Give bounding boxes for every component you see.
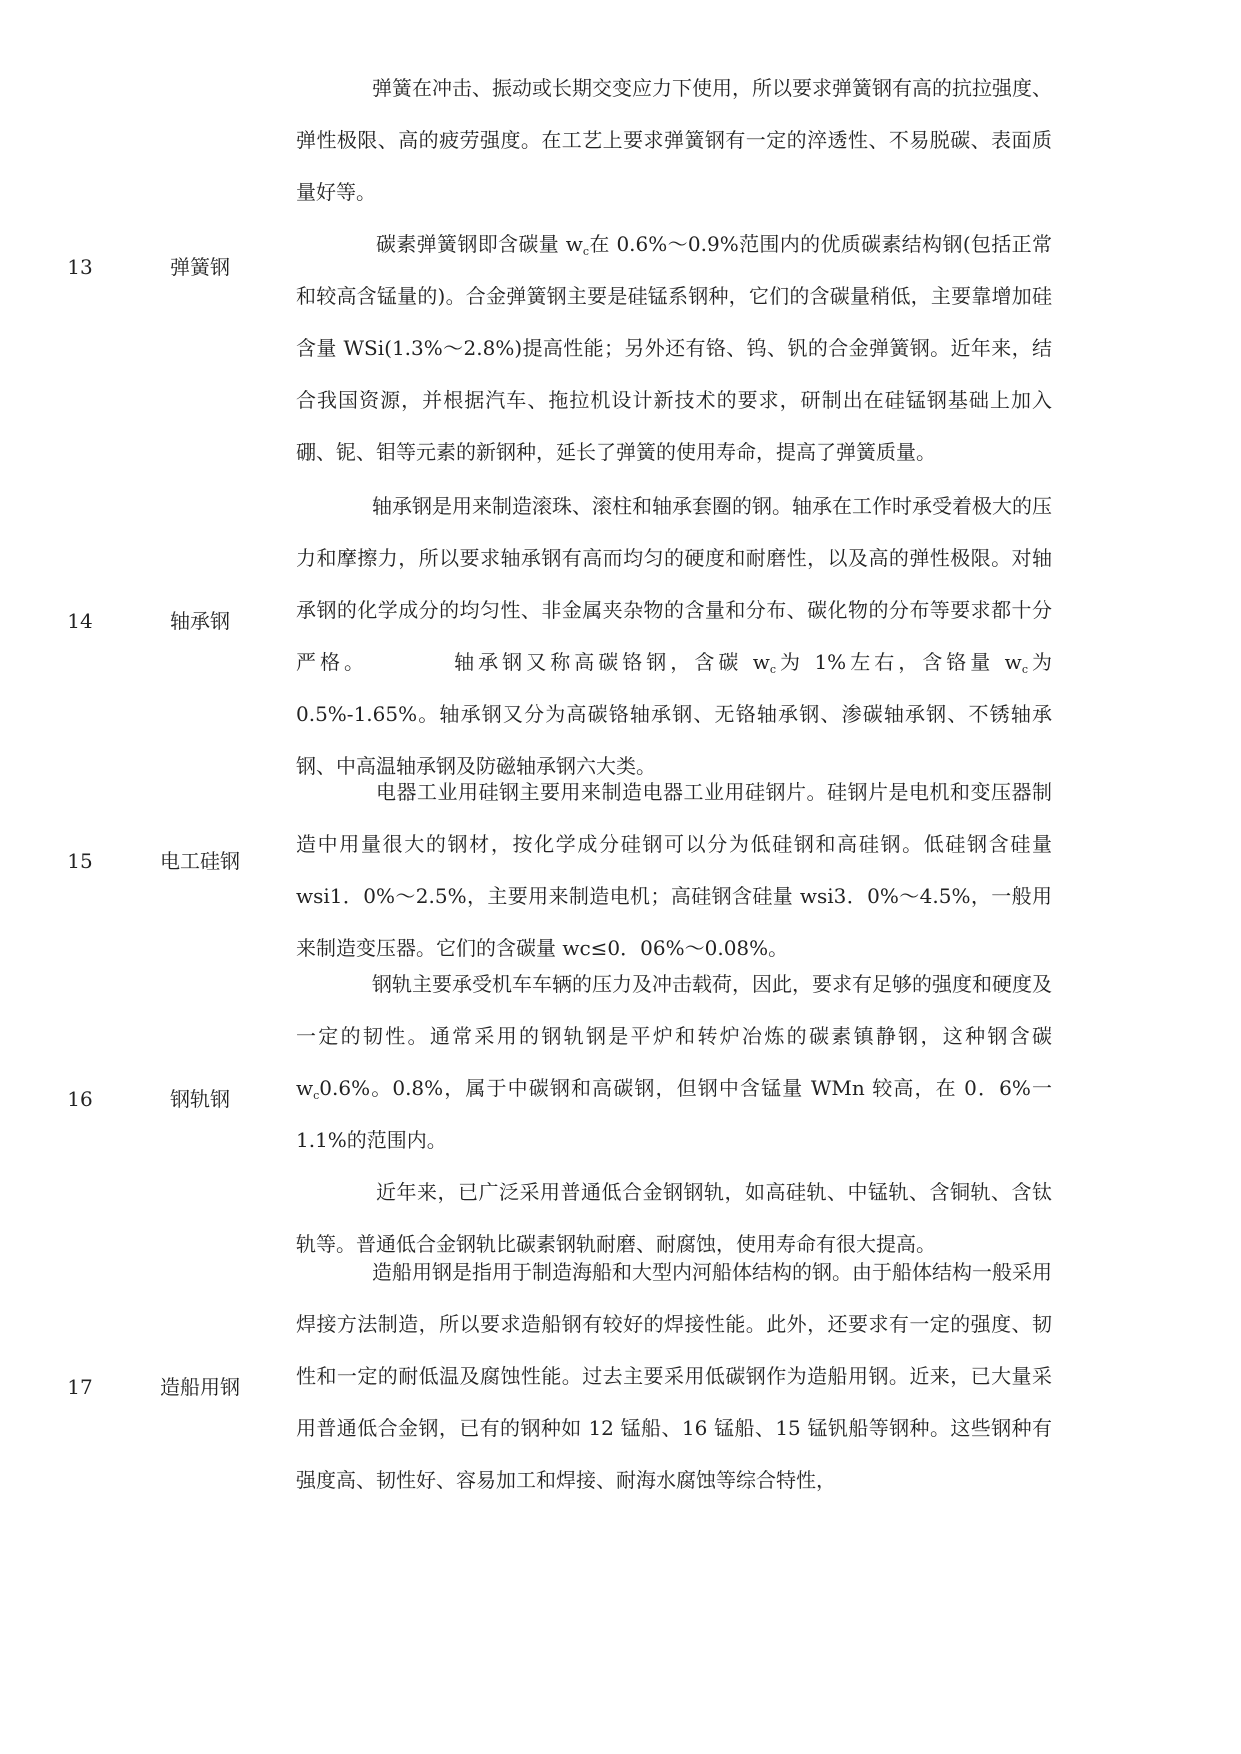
row-number: 14 xyxy=(67,609,93,633)
text-run: 碳素弹簧钢即含碳量 w xyxy=(376,232,583,256)
row-number: 17 xyxy=(67,1375,93,1399)
row-number: 15 xyxy=(67,849,93,873)
row-description xyxy=(296,62,1052,478)
row-description xyxy=(296,958,1052,1270)
row-description xyxy=(296,766,1052,974)
paragraph: 近年来，已广泛采用普通低合金钢钢轨，如高硅轨、中锰轨、含铜轨、含钛轨等。普通低合金钢轨比碳素钢轨耐磨、耐腐蚀，使用寿命有很大提高。 xyxy=(296,1180,1052,1256)
steel-type-name: 造船用钢 xyxy=(160,1375,240,1399)
text-run: 在 0.6%～0.9%范围内的优质碳素结构钢(包括正常和较高含锰量的)。合金弹簧钢主要是硅锰系钢种，它们的含碳量稍低，主要靠增加硅含量 WSi(1.3%～2.8%)提高性能；另外还有铬、钨、钒的合金弹簧钢。近年来，结合我国资源，并根据汽车、拖拉机设计新技术的要求，研制出在硅锰钢基础上加入硼、铌、钼等元素的新钢种，延长了弹簧的使用寿命，提高了弹簧质量。 xyxy=(296,232,1052,464)
steel-type-name: 弹簧钢 xyxy=(170,255,230,279)
text-run: 0.6%。0.8%，属于中碳钢和高碳钢，但钢中含锰量 WMn 较高，在 0．6%一 1.1%的范围内。 xyxy=(296,1076,1052,1152)
steel-type-name: 钢轨钢 xyxy=(170,1087,230,1111)
subscript: c xyxy=(313,1089,320,1102)
paragraph xyxy=(296,480,1052,792)
paragraph: 电器工业用硅钢主要用来制造电器工业用硅钢片。硅钢片是电机和变压器制造中用量很大的钢材，按化学成分硅钢可以分为低硅钢和高硅钢。低硅钢含硅量 wsi1．0%～2.5%，主要用来制造电机；高硅钢含硅量 wsi3．0%～4.5%，一般用来制造变压器。它们的含碳量 wc≤0．06%～0.08%。 xyxy=(296,780,1052,960)
text-run: 为 1%左右，含铬量 w xyxy=(776,650,1022,674)
row-number: 16 xyxy=(67,1087,93,1111)
subscript: c xyxy=(582,245,590,258)
row-number: 13 xyxy=(67,255,93,279)
paragraph: 造船用钢是指用于制造海船和大型内河船体结构的钢。由于船体结构一般采用焊接方法制造，所以要求造船钢有较好的焊接性能。此外，还要求有一定的强度、韧性和一定的耐低温及腐蚀性能。过去主要采用低碳钢作为造船用钢。近来，已大量采用普通低合金钢，已有的钢种如 12 锰船、16 锰船、15 锰钒船等钢种。这些钢种有强度高、韧性好、容易加工和焊接、耐海水腐蚀等综合特性， xyxy=(296,1260,1052,1492)
steel-type-name: 电工硅钢 xyxy=(160,849,240,873)
paragraph: 弹簧在冲击、振动或长期交变应力下使用，所以要求弹簧钢有高的抗拉强度、弹性极限、高的疲劳强度。在工艺上要求弹簧钢有一定的淬透性、不易脱碳、表面质量好等。 xyxy=(296,76,1052,204)
row-description xyxy=(296,1246,1052,1506)
steel-type-name: 轴承钢 xyxy=(170,609,230,633)
text-run: 轴承钢是用来制造滚珠、滚柱和轴承套圈的钢。轴承在工作时承受着极大的压力和摩擦力，所以要求轴承钢有高而均匀的硬度和耐磨性，以及高的弹性极限。对轴承钢的化学成分的均匀性、非金属夹杂物的含量和分布、碳化物的分布等要求都十分严格。 轴承钢又称高碳铬钢，含碳 w xyxy=(296,494,1052,674)
subscript: c xyxy=(1021,663,1028,676)
text-run: 钢轨主要承受机车车辆的压力及冲击载荷，因此，要求有足够的强度和硬度及一定的韧性。通常采用的钢轨钢是平炉和转炉冶炼的碳素镇静钢，这种钢含碳 w xyxy=(296,972,1052,1100)
text-run: 为 0.5%-1.65%。轴承钢又分为高碳铬轴承钢、无铬轴承钢、渗碳轴承钢、不锈轴承钢、中高温轴承钢及防磁轴承钢六大类。 xyxy=(296,650,1053,778)
paragraph xyxy=(296,958,1052,1166)
subscript: c xyxy=(769,663,777,676)
paragraph xyxy=(296,218,1052,478)
row-description xyxy=(296,480,1052,792)
